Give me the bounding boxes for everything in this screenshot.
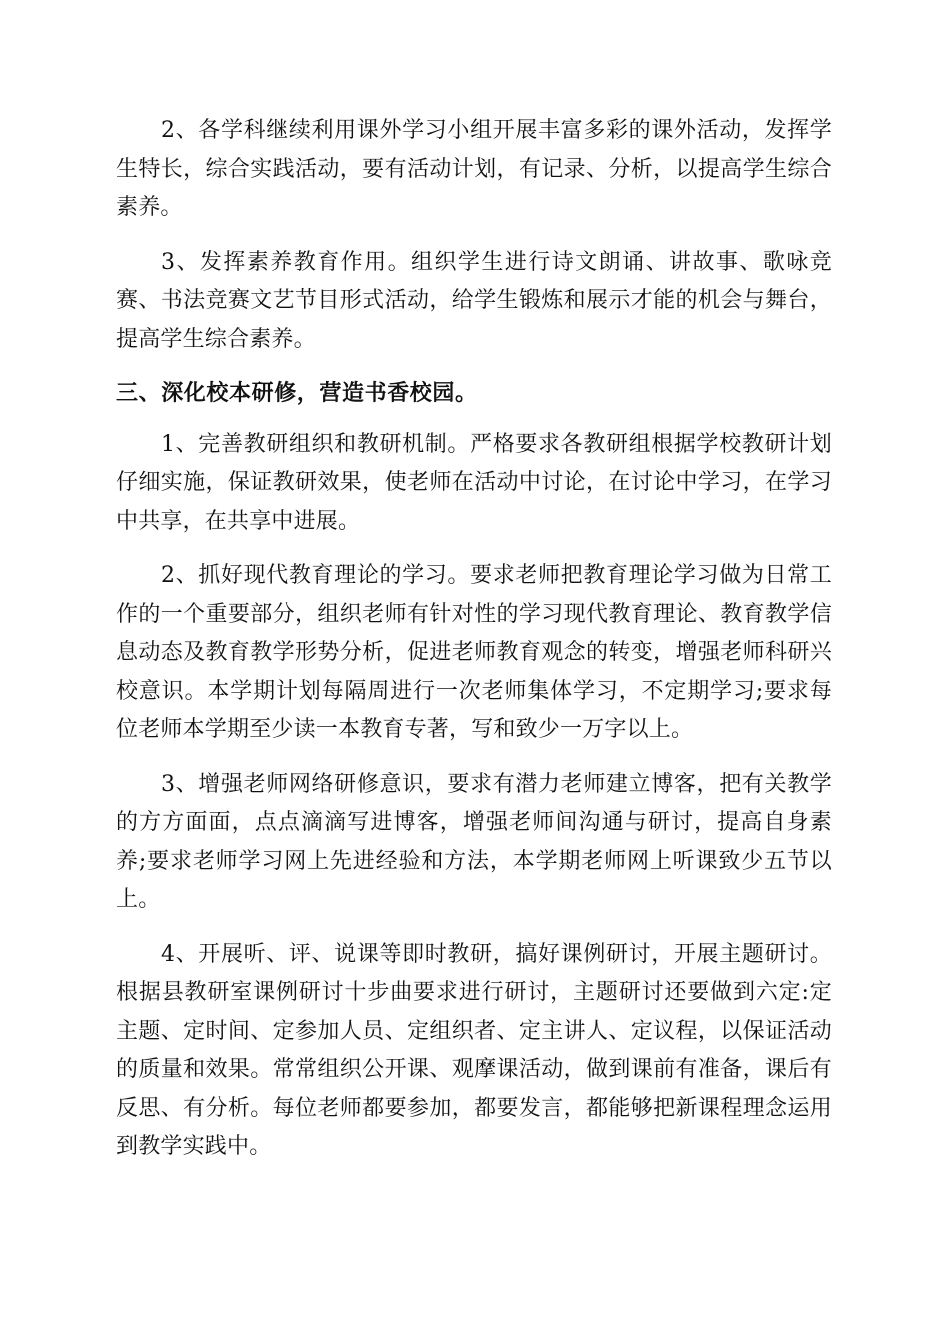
paragraph-theory-study: 2、抓好现代教育理论的学习。要求老师把教育理论学习做为日常工作的一个重要部分，组织老师有针对性的学习现代教育理论、教育教学信息动态及教育教学形势分析，促进老师教育观念的转变，增强老师科研兴校意识。本学期计划每隔周进行一次老师集体学习，不定期学习;要求每位老师本学期至少读一本教育专著，写和致少一万字以上。 [116,563,832,742]
paragraph-research-mechanism: 1、完善教研组织和教研机制。严格要求各教研组根据学校教研计划仔细实施，保证教研效果，使老师在活动中讨论，在讨论中学习，在学习中共享，在共享中进展。 [116,431,832,534]
paragraph-online-research: 3、增强老师网络研修意识，要求有潜力老师建立博客，把有关教学的方方面面，点点滴滴写进博客，增强老师间沟通与研讨，提高自身素养;要求老师学习网上先进经验和方法，本学期老师网上听课致少五节以上。 [116,771,832,912]
section-heading: 三、深化校本研修，营造书香校园。 [116,381,478,406]
document-body [116,112,832,1183]
paragraph-lesson-research: 4、开展听、评、说课等即时教研，搞好课例研讨，开展主题研讨。根据县教研室课例研讨十步曲要求进行研讨，主题研讨还要做到六定:定主题、定时间、定参加人员、定组织者、定主讲人、定议程，以保证活动的质量和效果。常常组织公开课、观摩课活动，做到课前有准备，课后有反思、有分析。每位老师都要参加，都要发言，都能够把新课程理念运用到教学实践中。 [116,941,832,1159]
paragraph-quality-education: 3、发挥素养教育作用。组织学生进行诗文朗诵、讲故事、歌咏竞赛、书法竞赛文艺节目形式活动，给学生锻炼和展示才能的机会与舞台，提高学生综合素养。 [116,249,832,352]
paragraph-extracurricular-activities: 2、各学科继续利用课外学习小组开展丰富多彩的课外活动，发挥学生特长，综合实践活动，要有活动计划，有记录、分析，以提高学生综合素养。 [116,118,832,220]
